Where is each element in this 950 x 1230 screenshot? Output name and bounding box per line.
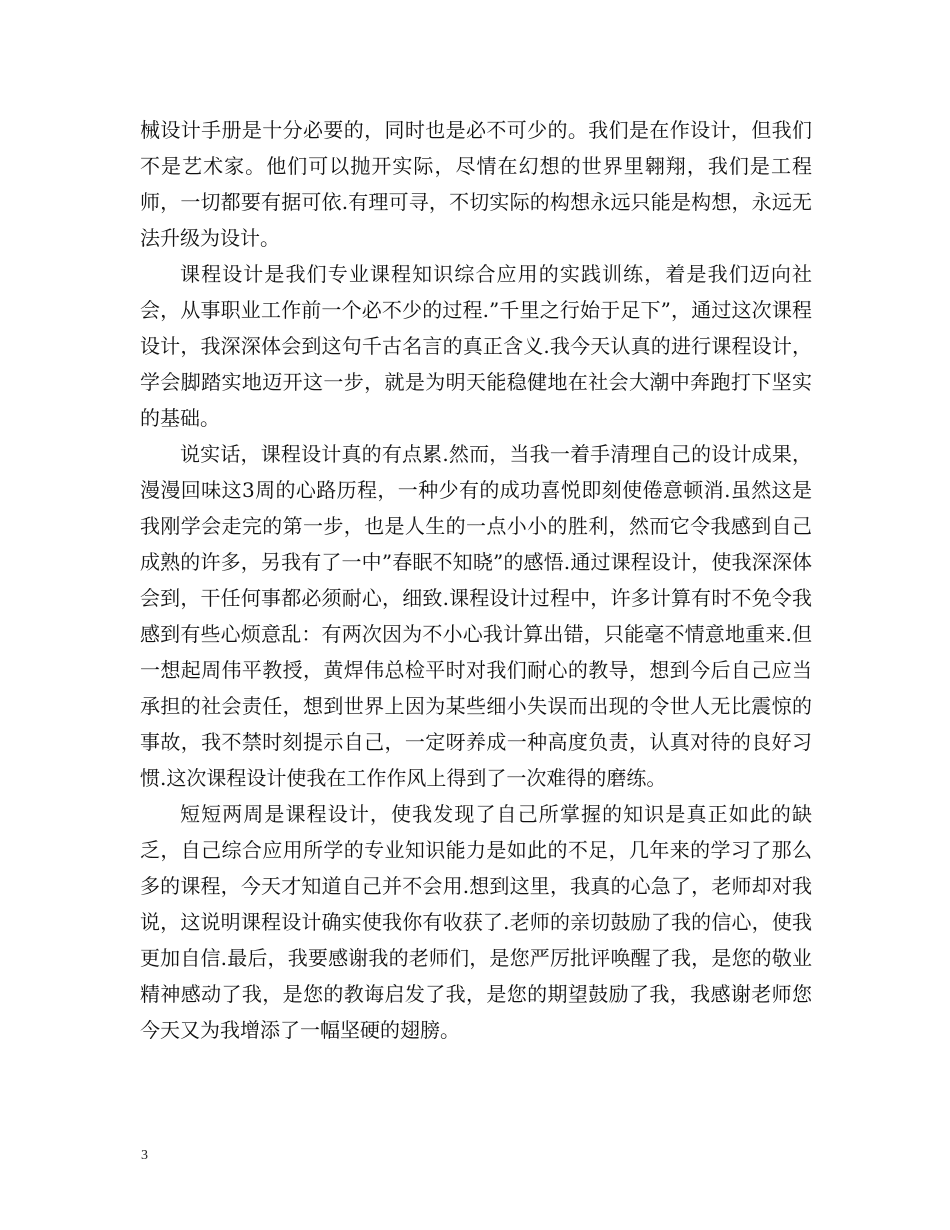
paragraph-3: 说实话，课程设计真的有点累.然而，当我一着手清理自己的设计成果，漫漫回味这3周的心路历程，一种少有的成功喜悦即刻使倦意顿消.虽然这是我刚学会走完的第一步，也是人生的一点小小的胜利，然而它令我感到自己成熟的许多，另我有了一中”春眠不知晓”的感悟.通过课程设计，使我深深体会到，干任何事都必须耐心，细致.课程设计过程中，许多计算有时不免令我感到有些心烦意乱：有两次因为不小心我计算出错，只能毫不情意地重来.但一想起周伟平教授，黄焊伟总检平时对我们耐心的教导，想到今后自己应当承担的社会责任，想到世界上因为某些细小失误而出现的令世人无比震惊的事故，我不禁时刻提示自己，一定呀养成一种高度负责，认真对待的良好习惯.这次课程设计使我在工作作风上得到了一次难得的磨练。 (140, 442, 812, 790)
page-number: 3 (141, 1148, 148, 1163)
paragraph-4: 短短两周是课程设计，使我发现了自己所掌握的知识是真正如此的缺乏，自己综合应用所学的专业知识能力是如此的不足，几年来的学习了那么多的课程，今天才知道自己并不会用.想到这里，我真的心急了，老师却对我说，这说明课程设计确实使我你有收获了.老师的亲切鼓励了我的信心，使我更加自信.最后，我要感谢我的老师们，是您严厉批评唤醒了我，是您的敬业精神感动了我，是您的教诲启发了我，是您的期望鼓励了我，我感谢老师您今天又为我增添了一幅坚硬的翅膀。 (140, 802, 812, 1042)
paragraph-2: 课程设计是我们专业课程知识综合应用的实践训练，着是我们迈向社会，从事职业工作前一个必不少的过程.”千里之行始于足下”，通过这次课程设计，我深深体会到这句千古名言的真正含义.我今天认真的进行课程设计，学会脚踏实地迈开这一步，就是为明天能稳健地在社会大潮中奔跑打下坚实的基础。 (140, 262, 812, 430)
paragraph-1: 械设计手册是十分必要的，同时也是必不可少的。我们是在作设计，但我们不是艺术家。他们可以抛开实际，尽情在幻想的世界里翱翔，我们是工程师，一切都要有据可依.有理可寻，不切实际的构想永远只能是构想，永远无法升级为设计。 (140, 118, 812, 250)
body-text (140, 112, 812, 1048)
